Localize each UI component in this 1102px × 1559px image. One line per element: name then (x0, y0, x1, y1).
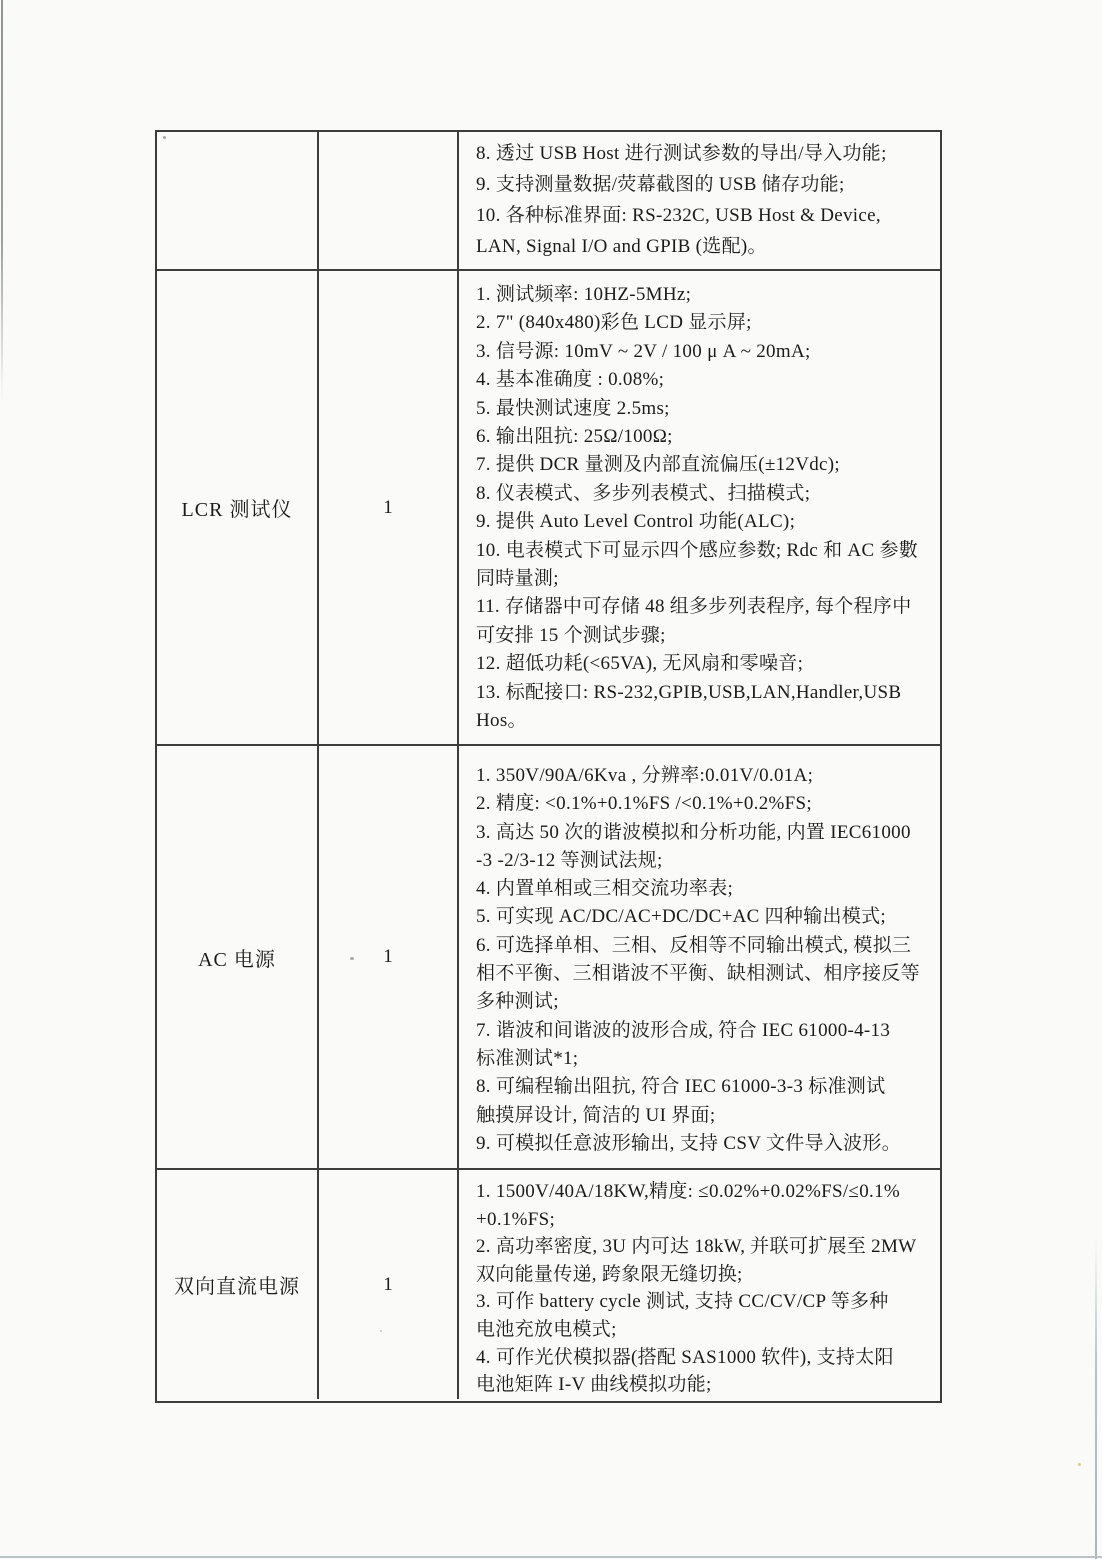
quantity-cell (319, 746, 459, 1168)
specs-cell (459, 1170, 940, 1399)
spec-line: 相不平衡、三相谐波不平衡、缺相测试、相序接反等 (476, 963, 920, 985)
scan-edge-bottom (0, 1556, 1102, 1558)
spec-line: 1. 350V/90A/6Kva , 分辨率:0.01V/0.01A; (476, 765, 814, 786)
spec-line: 可安排 15 个测试步骤; (476, 624, 666, 646)
spec-line: 11. 存储器中可存储 48 组多步列表程序, 每个程序中 (476, 596, 912, 618)
quantity-cell (319, 1170, 459, 1399)
quantity-value: 1 (383, 496, 393, 518)
spec-line: 多种测试; (476, 991, 559, 1013)
spec-line: 3. 高达 50 次的谐波模拟和分析功能, 内置 IEC61000 (476, 821, 911, 843)
spec-line: 9. 可模拟任意波形输出, 支持 CSV 文件导入波形。 (476, 1132, 902, 1154)
spec-line: 4. 基本准确度 : 0.08%; (476, 369, 665, 391)
spec-line: 1. 测试频率: 10HZ-5MHz; (476, 284, 692, 305)
spec-line: 标准测试*1; (476, 1047, 579, 1069)
spec-line: 2. 7" (840x480)彩色 LCD 显示屏; (476, 312, 752, 334)
spec-line: +0.1%FS; (476, 1208, 556, 1230)
specs-cell (459, 271, 940, 744)
device-cell (157, 1170, 319, 1399)
spec-line: 6. 可选择单相、三相、反相等不同输出模式, 模拟三 (476, 934, 912, 956)
spec-line: 10. 电表模式下可显示四个感应参数; Rdc 和 AC 参數 (476, 539, 919, 561)
specs-cell (459, 746, 940, 1168)
spec-table (155, 130, 942, 1403)
spec-line: 5. 可实现 AC/DC/AC+DC/DC+AC 四种输出模式; (476, 906, 887, 928)
table-row (157, 132, 940, 271)
scan-edge-right (1095, 1240, 1097, 1559)
device-cell (157, 271, 319, 744)
spec-line: 3. 可作 battery cycle 测试, 支持 CC/CV/CP 等多种 (476, 1291, 889, 1313)
spec-line: LAN, Signal I/O and GPIB (选配)。 (476, 236, 767, 257)
spec-line: 4. 内置单相或三相交流功率表; (476, 878, 734, 900)
device-cell (157, 746, 319, 1168)
spec-line: 同時量測; (476, 568, 559, 590)
quantity-value: 1 (383, 1273, 393, 1295)
spec-line: 6. 输出阻抗: 25Ω/100Ω; (476, 426, 673, 448)
quantity-cell (319, 271, 459, 744)
device-cell (157, 132, 319, 269)
spec-line: 电池充放电模式; (476, 1318, 617, 1340)
spec-line: 10. 各种标准界面: RS-232C, USB Host & Device, (476, 205, 881, 226)
table-row (157, 271, 940, 746)
spec-line: -3 -2/3-12 等测试法规; (476, 849, 663, 871)
spec-line: 7. 提供 DCR 量测及内部直流偏压(±12Vdc); (476, 454, 840, 476)
quantity-cell (319, 132, 459, 269)
spec-line: 5. 最快测试速度 2.5ms; (476, 397, 670, 419)
spec-line: 触摸屏设计, 简洁的 UI 界面; (476, 1104, 716, 1126)
spec-line: 2. 高功率密度, 3U 内可达 18kW, 并联可扩展至 2MW (476, 1236, 917, 1258)
device-name: AC 电源 (198, 948, 276, 971)
spec-line: 3. 信号源: 10mV ~ 2V / 100 μ A ~ 20mA; (476, 340, 811, 362)
spec-line: 1. 1500V/40A/18KW,精度: ≤0.02%+0.02%FS/≤0.1% (476, 1181, 901, 1202)
table-row (157, 1170, 940, 1399)
spec-line: 9. 支持测量数据/荧幕截图的 USB 储存功能; (476, 174, 845, 195)
spec-line: 4. 可作光伏模拟器(搭配 SAS1000 软件), 支持太阳 (476, 1346, 894, 1368)
spec-line: 8. 可编程输出阻抗, 符合 IEC 61000-3-3 标准测试 (476, 1076, 886, 1098)
spec-line: 9. 提供 Auto Level Control 功能(ALC); (476, 511, 796, 533)
spec-line: 12. 超低功耗(<65VA), 无风扇和零噪音; (476, 653, 804, 675)
spec-line: 7. 谐波和间谐波的波形合成, 符合 IEC 61000-4-13 (476, 1019, 891, 1041)
device-name: 双向直流电源 (174, 1276, 300, 1298)
spec-line: Hos。 (476, 710, 527, 732)
spec-line: 8. 透过 USB Host 进行测试参数的导出/导入功能; (476, 143, 887, 164)
quantity-value: 1 (383, 946, 393, 967)
table-row (157, 746, 940, 1170)
spec-line: 8. 仪表模式、多步列表模式、扫描模式; (476, 482, 811, 504)
spec-line: 2. 精度: <0.1%+0.1%FS /<0.1%+0.2%FS; (476, 793, 812, 815)
device-name: LCR 测试仪 (181, 499, 293, 521)
spec-line: 双向能量传递, 跨象限无缝切换; (476, 1263, 743, 1285)
scan-edge-left (1, 0, 3, 400)
spec-line: 电池矩阵 I-V 曲线模拟功能; (476, 1374, 712, 1396)
spec-line: 13. 标配接口: RS-232,GPIB,USB,LAN,Handler,USB (476, 681, 902, 703)
specs-cell (459, 132, 940, 269)
scan-speckle (1078, 1463, 1081, 1466)
